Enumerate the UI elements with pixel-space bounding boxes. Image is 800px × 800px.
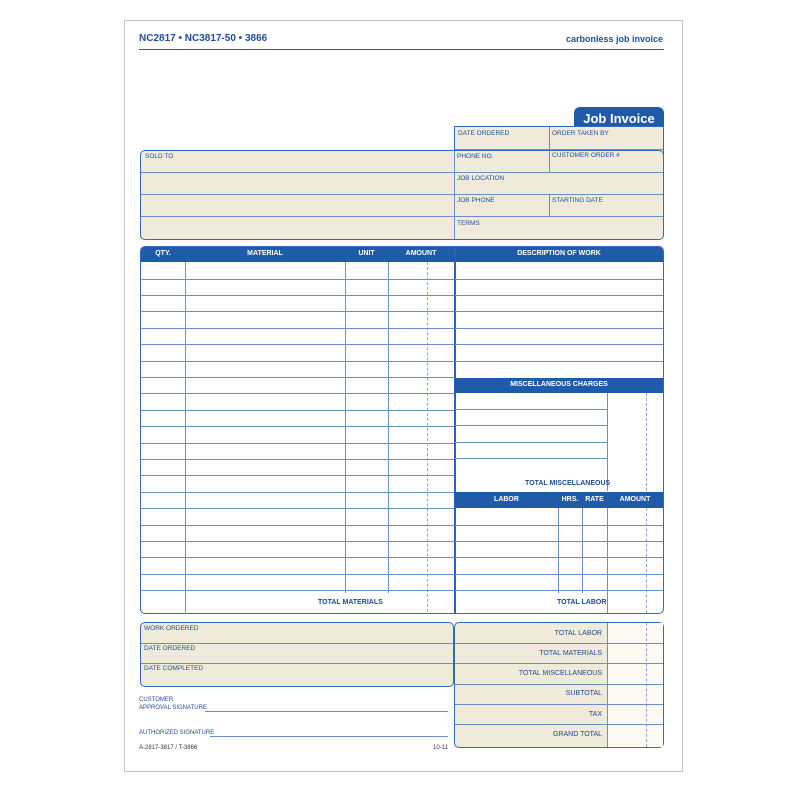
materials-row-line (141, 574, 454, 575)
misc-amount-line (607, 393, 608, 491)
order-taken-by-label: ORDER TAKEN BY (552, 130, 609, 137)
form-title: Job Invoice (574, 107, 664, 129)
materials-row-line (141, 475, 454, 476)
materials-row-line (141, 328, 454, 329)
description-row-line (455, 311, 663, 312)
date-code: 10-11 (433, 745, 448, 751)
material-header: MATERIAL (247, 250, 283, 257)
amount-header: AMOUNT (405, 250, 437, 257)
summary-amount-area (608, 623, 663, 747)
jobphone-divider (549, 194, 550, 216)
summary-rule-2 (455, 663, 663, 664)
misc-row-line (455, 425, 607, 426)
qty-col-line (185, 262, 186, 612)
job-location-label: JOB LOCATION (457, 175, 505, 182)
materials-row-line (141, 443, 454, 444)
total-misc-label: TOTAL MISCELLANEOUS (525, 480, 611, 487)
rate-col-line (582, 508, 583, 593)
misc-cents-line (646, 393, 647, 491)
main-table-box (140, 246, 664, 614)
summary-grand-total: GRAND TOTAL (552, 731, 602, 738)
rate-header: RATE (585, 496, 604, 503)
work-rule-1 (141, 643, 453, 644)
customer-signature-line[interactable] (205, 711, 448, 712)
header-rule (139, 49, 664, 50)
materials-row-line (141, 311, 454, 312)
description-row-line (455, 279, 663, 280)
work-rule-2 (141, 663, 453, 664)
starting-date-label: STARTING DATE (552, 197, 603, 204)
summary-rule-1 (455, 643, 663, 644)
summary-cents-line-2 (646, 623, 647, 747)
authorized-sig-label: AUTHORIZED SIGNATURE (139, 730, 215, 736)
summary-tax: TAX (588, 711, 602, 718)
summary-rule-4 (455, 704, 663, 705)
phone-no-label: PHONE NO. (457, 153, 494, 160)
authorized-signature-line[interactable] (210, 736, 448, 737)
job-phone-label: JOB PHONE (457, 197, 495, 204)
labor-row-line (455, 574, 663, 575)
phone-divider (549, 151, 550, 172)
date-completed-label: DATE COMPLETED (144, 665, 204, 672)
sold-to-rule-3 (141, 216, 663, 217)
labor-row-line (455, 525, 663, 526)
materials-row-line (141, 459, 454, 460)
total-labor-label: TOTAL LABOR (557, 599, 607, 606)
sold-to-divider (454, 151, 455, 239)
date-ordered-label: DATE ORDERED (458, 130, 510, 137)
total-materials-label: TOTAL MATERIALS (318, 599, 383, 606)
materials-row-line (141, 557, 454, 558)
form-subtitle: carbonless job invoice (565, 34, 663, 44)
sold-to-rule-1 (141, 172, 663, 173)
labor-row-line (455, 557, 663, 558)
summary-rule-5 (455, 724, 663, 725)
qty-header: QTY. (155, 250, 171, 257)
misc-header: MISCELLANEOUS CHARGES (510, 381, 608, 388)
materials-row-line (141, 426, 454, 427)
materials-row-line (141, 590, 454, 591)
materials-row-line (141, 295, 454, 296)
description-row-line (455, 361, 663, 362)
terms-label: TERMS (457, 220, 480, 227)
materials-row-line (141, 492, 454, 493)
materials-row-line (141, 410, 454, 411)
materials-row-line (141, 361, 454, 362)
description-row-line (455, 295, 663, 296)
misc-row-line (455, 409, 607, 410)
summary-total-materials: TOTAL MATERIALS (539, 650, 602, 657)
hrs-header: HRS. (561, 496, 579, 503)
product-codes: NC2817 • NC3817-50 • 3866 (139, 33, 268, 44)
labor-row-line (455, 590, 663, 591)
materials-row-line (141, 377, 454, 378)
work-date-ordered-label: DATE ORDERED (144, 645, 196, 652)
materials-row-line (141, 541, 454, 542)
labor-row-line (455, 541, 663, 542)
summary-total-labor: TOTAL LABOR (554, 630, 602, 637)
materials-row-line (141, 344, 454, 345)
sold-to-rule-2 (141, 194, 663, 195)
summary-subtotal: SUBTOTAL (565, 690, 602, 697)
materials-row-line (141, 525, 454, 526)
amount-cents-line (427, 262, 428, 612)
description-header: DESCRIPTION OF WORK (517, 250, 601, 257)
materials-row-line (141, 393, 454, 394)
sold-to-label: SOLD TO (145, 153, 174, 160)
description-row-line (455, 344, 663, 345)
labor-amount-header: AMOUNT (619, 496, 651, 503)
customer-order-label: CUSTOMER ORDER # (552, 152, 620, 159)
sold-to-box (140, 150, 664, 240)
form-code: A-2817-3817 / T-3866 (139, 745, 198, 751)
labor-header: LABOR (494, 496, 519, 503)
summary-rule-3 (455, 684, 663, 685)
hrs-col-line (558, 508, 559, 593)
materials-row-line (141, 279, 454, 280)
customer-sig-label-1: CUSTOMER (139, 697, 174, 703)
work-ordered-label: WORK ORDERED (144, 625, 199, 632)
description-row-line (455, 328, 663, 329)
misc-row-line (455, 442, 607, 443)
unit-header: UNIT (358, 250, 375, 257)
summary-total-misc: TOTAL MISCELLANEOUS (518, 670, 602, 677)
customer-sig-label-2: APPROVAL SIGNATURE (139, 705, 207, 711)
materials-row-line (141, 508, 454, 509)
misc-row-line (455, 458, 607, 459)
